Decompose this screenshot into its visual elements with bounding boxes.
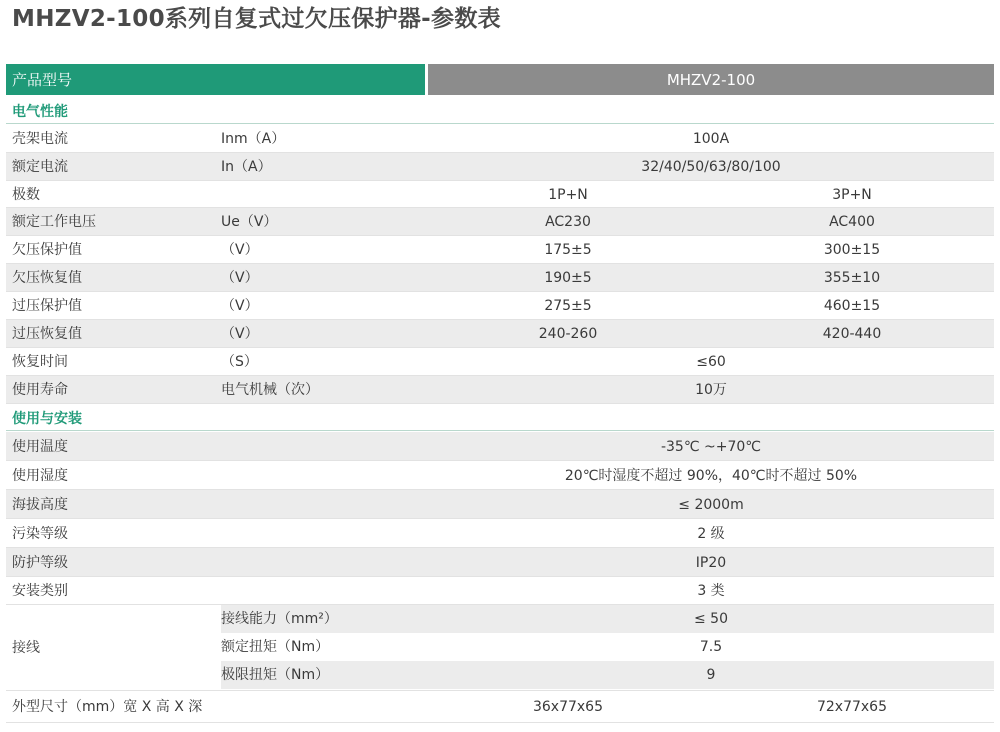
param-value: 2 级 bbox=[697, 525, 725, 542]
param-value-3p: 420-440 bbox=[822, 326, 882, 342]
section-title: 使用与安装 bbox=[12, 411, 82, 427]
param-value-1p: 275±5 bbox=[544, 298, 592, 314]
param-unit: （S） bbox=[221, 354, 258, 370]
param-value: 3 类 bbox=[697, 583, 725, 599]
param-unit: （V） bbox=[221, 270, 259, 286]
section-electrical bbox=[6, 97, 994, 125]
section-divider bbox=[6, 430, 994, 431]
section-usage-installation bbox=[6, 404, 994, 432]
param-unit: 极限扭矩（Nm） bbox=[221, 667, 330, 683]
table-row bbox=[6, 577, 994, 605]
table-row bbox=[6, 181, 994, 208]
param-name: 外型尺寸（mm）宽 X 高 X 深 bbox=[12, 699, 203, 715]
row-divider bbox=[6, 722, 994, 723]
table-row bbox=[6, 490, 994, 519]
param-value: 100A bbox=[692, 131, 730, 147]
param-name: 壳架电流 bbox=[12, 131, 68, 147]
param-name: 恢复时间 bbox=[12, 354, 68, 370]
param-value-1p: AC230 bbox=[545, 214, 591, 230]
table-row bbox=[6, 461, 994, 490]
table-row bbox=[6, 153, 994, 181]
param-name: 过压保护值 bbox=[12, 298, 82, 314]
param-value: 10万 bbox=[695, 382, 727, 398]
param-value: 20℃时湿度不超过 90%，40℃时不超过 50% bbox=[564, 467, 858, 484]
wiring-row bbox=[221, 633, 994, 661]
param-unit: （V） bbox=[221, 298, 259, 314]
param-value-3p: 3P+N bbox=[832, 186, 872, 203]
param-name: 过压恢复值 bbox=[12, 326, 82, 342]
param-unit: 额定扭矩（Nm） bbox=[221, 639, 330, 655]
table-row bbox=[6, 376, 994, 404]
param-value-3p: 300±15 bbox=[823, 242, 881, 258]
param-value-1p: 1P+N bbox=[548, 186, 588, 203]
param-value-1p: 190±5 bbox=[544, 270, 592, 286]
param-value-3p: 355±10 bbox=[823, 270, 881, 286]
table-row bbox=[6, 432, 994, 461]
table-row bbox=[6, 519, 994, 548]
param-value-3p: AC400 bbox=[829, 214, 875, 230]
param-name: 使用湿度 bbox=[12, 467, 68, 484]
table-row bbox=[6, 348, 994, 376]
param-name: 海拔高度 bbox=[12, 496, 68, 513]
param-value: IP20 bbox=[695, 554, 727, 571]
param-name: 使用温度 bbox=[12, 438, 68, 455]
param-unit: 接线能力（mm²） bbox=[221, 611, 338, 627]
param-value: -35℃ ~+70℃ bbox=[660, 438, 762, 455]
param-unit: Ue（V） bbox=[221, 214, 278, 230]
param-value: ≤ 2000m bbox=[678, 496, 744, 513]
param-value-1p: 240-260 bbox=[538, 326, 598, 342]
param-name: 污染等级 bbox=[12, 525, 68, 542]
param-value-1p: 36x77x65 bbox=[532, 699, 603, 715]
header-model-value: MHZV2-100 bbox=[428, 64, 994, 95]
param-name: 接线 bbox=[12, 640, 40, 656]
param-name: 使用寿命 bbox=[12, 382, 68, 398]
table-row bbox=[6, 691, 994, 723]
param-unit: （V） bbox=[221, 326, 259, 342]
param-name: 额定工作电压 bbox=[12, 214, 96, 230]
table-row bbox=[6, 236, 994, 264]
param-unit: In（A） bbox=[221, 159, 272, 175]
param-value-3p: 72x77x65 bbox=[816, 699, 887, 715]
table-row bbox=[6, 548, 994, 577]
wiring-row bbox=[221, 605, 994, 633]
param-value: 32/40/50/63/80/100 bbox=[641, 159, 781, 175]
param-value: 9 bbox=[706, 667, 716, 683]
section-title: 电气性能 bbox=[12, 104, 68, 120]
param-name: 防护等级 bbox=[12, 554, 68, 571]
param-name: 额定电流 bbox=[12, 159, 68, 175]
param-value: ≤ 50 bbox=[694, 611, 728, 627]
table-row bbox=[6, 264, 994, 292]
param-value-1p: 175±5 bbox=[544, 242, 592, 258]
param-name: 欠压保护值 bbox=[12, 242, 82, 258]
table-row bbox=[6, 320, 994, 348]
table-row bbox=[6, 292, 994, 320]
param-name: 安装类别 bbox=[12, 583, 68, 599]
header-model-label: 产品型号 bbox=[6, 64, 425, 95]
param-value: ≤60 bbox=[696, 354, 726, 370]
section-divider bbox=[6, 123, 994, 124]
table-row bbox=[6, 125, 994, 153]
param-name: 欠压恢复值 bbox=[12, 270, 82, 286]
param-unit: 电气机械（次） bbox=[221, 382, 319, 398]
table-header bbox=[6, 64, 994, 97]
param-unit: Inm（A） bbox=[221, 131, 286, 147]
param-unit bbox=[221, 181, 426, 208]
table-row bbox=[6, 208, 994, 236]
param-unit: （V） bbox=[221, 242, 259, 258]
wiring-row bbox=[221, 661, 994, 689]
param-name: 极数 bbox=[12, 186, 40, 203]
param-value-3p: 460±15 bbox=[823, 298, 881, 314]
page-title: MHZV2-100系列自复式过欠压保护器-参数表 bbox=[12, 6, 501, 32]
parameter-table bbox=[6, 64, 994, 723]
wiring-group bbox=[6, 605, 994, 691]
param-value: 7.5 bbox=[699, 639, 723, 655]
